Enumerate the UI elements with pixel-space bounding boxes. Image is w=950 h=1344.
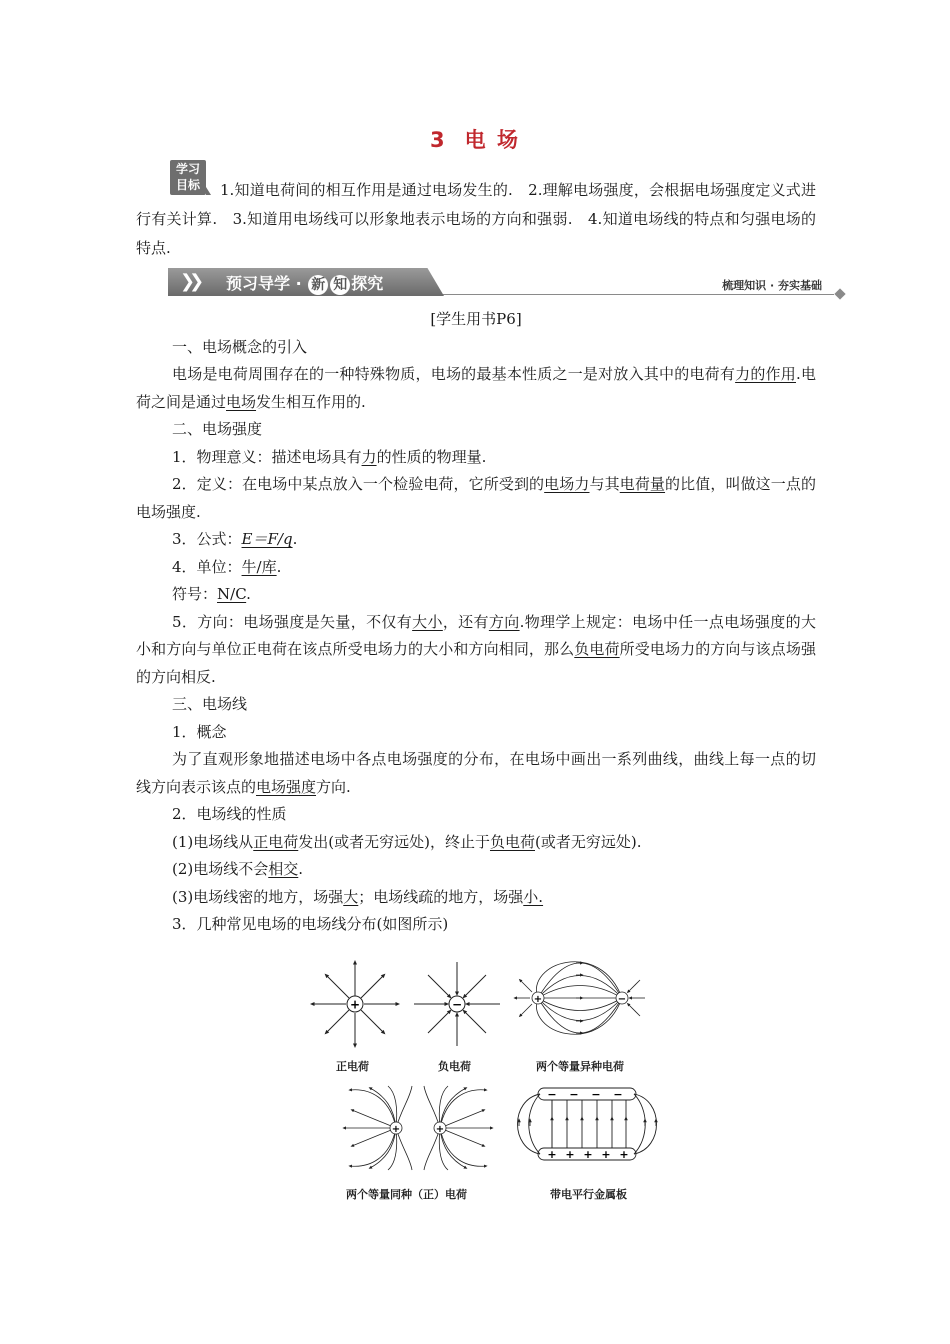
section-heading: 二、电场强度 <box>172 420 263 438</box>
list-item: 5．方向：电场强度是矢量，不仅有大小，还有方向.物理学上规定：电场中任一点电场强度的大小和方向与单位正电荷在该点所受电场力的大小和方向相同，那么负电荷所受电场力的方向与该点场强的方向相反. <box>136 612 816 686</box>
plate-sign: − <box>613 1088 623 1101</box>
like-charges-diagram <box>344 1086 492 1170</box>
learning-goals-badge: 学习 目标 <box>170 160 206 195</box>
list-item: (2)电场线不会相交. <box>172 860 304 878</box>
charge-sign: + <box>533 994 543 1005</box>
charge-sign: − <box>617 994 627 1005</box>
charge-sign: + <box>435 1124 445 1135</box>
list-item: (1)电场线从正电荷发出(或者无穷远处)，终止于负电荷(或者无穷远处). <box>172 832 642 851</box>
learning-goals-text: 1.知道电荷间的相互作用是通过电场发生的. 2.理解电场强度，会根据电场强度定义式进行有关计算. 3.知道用电场线可以形象地表示电场的方向和强弱. 4.知道电场线的特点和匀强电场的特点. <box>136 181 816 257</box>
plate-sign: + <box>583 1148 593 1161</box>
section-banner <box>168 268 844 298</box>
list-item: (3)电场线密的地方，场强大；电场线疏的地方，场强小. <box>172 887 544 906</box>
plate-sign: − <box>591 1088 601 1101</box>
diamond-icon <box>834 288 845 299</box>
list-item: 2．定义：在电场中某点放入一个检验电荷，它所受到的电场力与其电荷量的比值，叫做这一点的电场强度. <box>136 475 816 521</box>
charge-sign: + <box>391 1124 401 1135</box>
page-title: 3 电 场 <box>430 128 520 152</box>
paragraph: 为了直观形象地描述电场中各点电场强度的分布，在电场中画出一系列曲线，曲线上每一点的切线方向表示该点的电场强度方向. <box>136 750 816 796</box>
caption-positive: 正电荷 <box>336 1060 369 1073</box>
plate-sign: + <box>601 1148 611 1161</box>
section-heading: 三、电场线 <box>172 695 248 713</box>
plate-sign: + <box>565 1148 575 1161</box>
caption-dipole: 两个等量异种电荷 <box>536 1060 624 1073</box>
banner-subtitle: 梳理知识 · 夯实基础 <box>722 279 822 292</box>
book-reference: [学生用书P6] <box>430 310 522 328</box>
section-heading: 一、电场概念的引入 <box>172 337 308 356</box>
plate-sign: + <box>547 1148 557 1161</box>
paragraph: 电场是电荷周围存在的一种特殊物质，电场的最基本性质之一是对放入其中的电荷有力的作用.电荷之间是通过电场发生相互作用的. <box>136 365 816 411</box>
plate-sign: − <box>569 1088 579 1101</box>
caption-plates: 带电平行金属板 <box>550 1188 627 1201</box>
double-chevron-icon: ❯❯ <box>180 271 199 292</box>
plate-sign: + <box>619 1148 629 1161</box>
list-item: 1．物理意义：描述电场具有力的性质的物理量. <box>172 447 487 466</box>
banner-title: 预习导学 · 新 知 探究 <box>226 274 384 293</box>
plate-sign: − <box>547 1088 557 1101</box>
list-item: 3．公式：E＝F/q. <box>172 530 298 548</box>
list-item: 符号：N/C. <box>172 585 251 603</box>
charge-sign: − <box>451 997 463 1012</box>
charge-sign: + <box>349 997 361 1012</box>
caption-like-charges: 两个等量同种（正）电荷 <box>346 1188 467 1201</box>
field-lines-svg <box>300 958 660 1208</box>
subheading: 1．概念 <box>172 722 227 741</box>
subheading: 3．几种常见电场的电场线分布(如图所示) <box>172 915 449 933</box>
field-lines-figure <box>300 958 660 1208</box>
main-content <box>136 306 816 939</box>
list-item: 4．单位：牛/库. <box>172 557 282 576</box>
subheading: 2．电场线的性质 <box>172 805 287 823</box>
caption-negative: 负电荷 <box>438 1060 471 1073</box>
